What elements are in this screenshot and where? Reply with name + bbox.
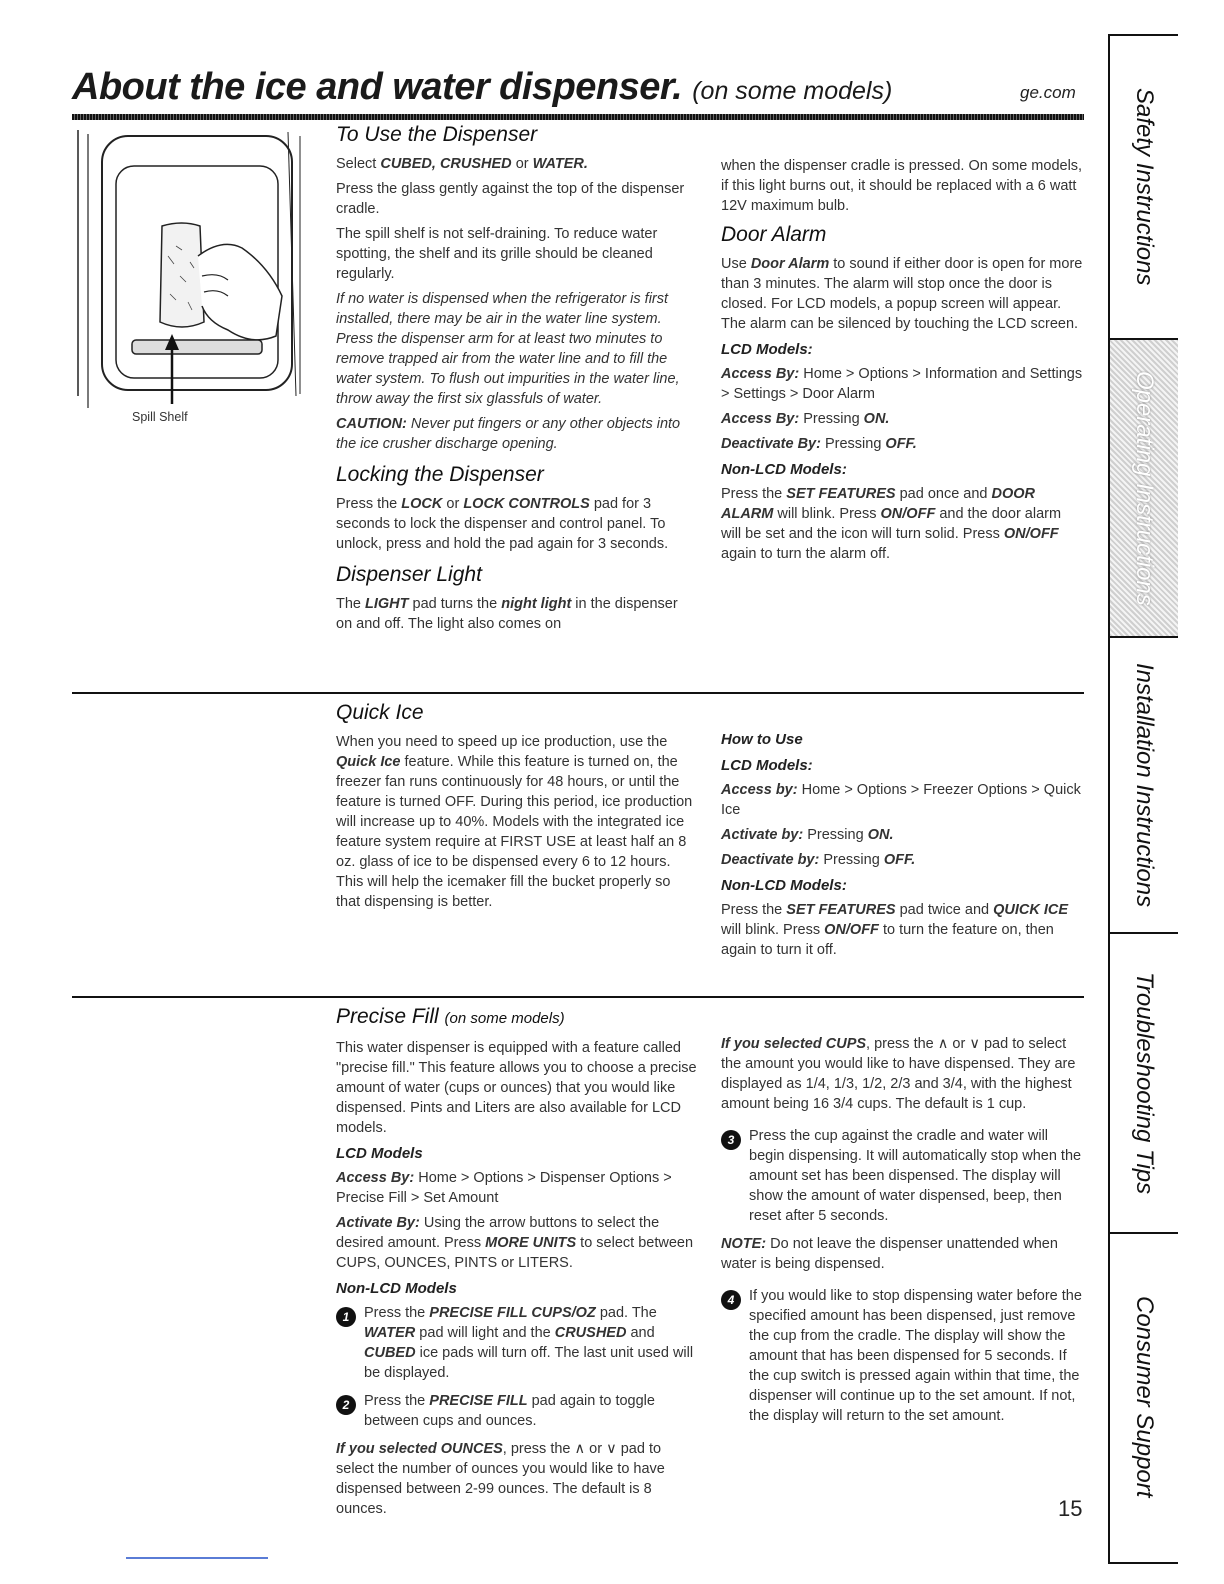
door-text: Use Door Alarm to sound if either door is open for more than 3 minutes. The alarm will stop once the door is closed. For LCD models, a popup screen will appear. The alarm can be silenced by touching the LCD screen. bbox=[721, 256, 1083, 332]
precise-heading: Precise Fill (on some models) bbox=[336, 1005, 565, 1028]
step-number: 4 bbox=[721, 1290, 741, 1310]
step-number: 1 bbox=[336, 1307, 356, 1327]
page-number: 15 bbox=[1058, 1496, 1083, 1521]
door-access2: Access By: Pressing ON. bbox=[721, 411, 890, 427]
tab-operating-instructions[interactable]: Operating Instructions bbox=[1110, 340, 1178, 636]
quick-deactivate: Deactivate by: Pressing OFF. bbox=[721, 852, 916, 868]
title-subtitle: (on some models) bbox=[692, 77, 893, 105]
section-divider bbox=[72, 996, 1084, 998]
tab-troubleshooting-tips[interactable]: Troubleshooting Tips bbox=[1131, 971, 1158, 1195]
door-nonlcd-text: Press the SET FEATURES pad once and DOOR ALARM will blink. Press ON/OFF and the door alarm will be set and the icon will turn solid. Press ON/OFF again to turn the alarm off. bbox=[721, 486, 1062, 562]
light-text: The LIGHT pad turns the night light in the dispenser on and off. The light also comes on bbox=[336, 596, 678, 632]
tab-consumer-support[interactable]: Consumer Support bbox=[1131, 1296, 1158, 1498]
precise-nonlcd-heading: Non-LCD Models bbox=[336, 1280, 457, 1297]
section-precise-left bbox=[336, 1004, 698, 1524]
precise-access: Access By: Home > Options > Dispenser Options > Precise Fill > Set Amount bbox=[336, 1170, 672, 1206]
door-access: Access By: Home > Options > Information and Settings > Settings > Door Alarm bbox=[721, 366, 1083, 402]
precise-step-2 bbox=[336, 1391, 698, 1431]
dispenser-illustration bbox=[72, 126, 312, 426]
precise-activate: Activate By: Using the arrow buttons to select the desired amount. Press MORE UNITS to select between CUPS, OUNCES, PINTS or LITERS. bbox=[336, 1215, 694, 1271]
quick-lcd-heading: LCD Models: bbox=[721, 757, 813, 774]
quick-heading: Quick Ice bbox=[336, 701, 424, 724]
door-deactivate: Deactivate By: Pressing OFF. bbox=[721, 436, 917, 452]
use-heading: To Use the Dispenser bbox=[336, 123, 538, 146]
spill-shelf-caption: Spill Shelf bbox=[132, 410, 188, 424]
precise-step-3 bbox=[721, 1126, 1083, 1226]
precise-cups: If you selected CUPS, press the ∧ or ∨ pad to select the amount you would like to have dispensed. They are displayed as 1/4, 1/3, 1/2, 2/3 and 3/4, with the highest amount being 16 3/4 cups. The default is 1 cup. bbox=[721, 1036, 1076, 1112]
site-link[interactable]: ge.com bbox=[1020, 83, 1076, 102]
decorative-line bbox=[126, 1557, 268, 1559]
use-press: Press the glass gently against the top of the dispenser cradle. bbox=[336, 181, 685, 217]
step-text: Press the PRECISE FILL pad again to toggle between cups and ounces. bbox=[364, 1393, 655, 1429]
quick-how-heading: How to Use bbox=[721, 731, 803, 748]
precise-step-4 bbox=[721, 1286, 1083, 1426]
section-quick-ice-right bbox=[721, 730, 1083, 965]
tab-installation-instructions[interactable]: Installation Instructions bbox=[1131, 662, 1158, 908]
section-divider bbox=[72, 692, 1084, 694]
page-title bbox=[72, 66, 892, 109]
step-text: If you would like to stop dispensing water before the specified amount has been dispensed, just remove the cup from the cradle. The display will show the amount that has been dispensed for 5 seconds. If the cup switch is pressed again within that time, the dispenser will continue up to the set amount. If not, the display will return to the set amount. bbox=[749, 1288, 1082, 1424]
door-lcd-heading: LCD Models: bbox=[721, 341, 813, 358]
quick-nonlcd-heading: Non-LCD Models: bbox=[721, 877, 847, 894]
section-quick-ice-left bbox=[336, 700, 698, 917]
quick-nonlcd-text: Press the SET FEATURES pad twice and QUICK ICE will blink. Press ON/OFF to turn the feature on, then again to turn it off. bbox=[721, 902, 1069, 958]
quick-activate: Activate by: Pressing ON. bbox=[721, 827, 894, 843]
section-dispenser-left bbox=[336, 122, 696, 639]
use-no-water: If no water is dispensed when the refrigerator is first installed, there may be air in the water line system. Press the dispenser arm for at least two minutes to remove trapped air from the water line and to fill the water system. To flush out impurities in the water line, throw away the first six glassfuls of water. bbox=[336, 291, 680, 407]
precise-step-1 bbox=[336, 1303, 698, 1383]
section-precise-right bbox=[721, 1034, 1083, 1434]
light-heading: Dispenser Light bbox=[336, 563, 482, 586]
precise-note: NOTE: Do not leave the dispenser unattended when water is being dispensed. bbox=[721, 1236, 1058, 1272]
header-rule bbox=[72, 114, 1084, 120]
light-continued: when the dispenser cradle is pressed. On some models, if this light burns out, it should be replaced with a 6 watt 12V maximum bulb. bbox=[721, 158, 1083, 214]
door-nonlcd-heading: Non-LCD Models: bbox=[721, 461, 847, 478]
tab-safety-instructions[interactable]: Safety Instructions bbox=[1131, 88, 1158, 286]
section-dispenser-right bbox=[721, 156, 1083, 569]
door-heading: Door Alarm bbox=[721, 223, 827, 246]
precise-intro: This water dispenser is equipped with a feature called "precise fill." This feature allows you to choose a precise amount of water (cups or ounces) that you would like dispensed. Pints and Liters are also available for LCD models. bbox=[336, 1040, 697, 1136]
locking-heading: Locking the Dispenser bbox=[336, 463, 544, 486]
use-select: Select CUBED, CRUSHED or WATER. bbox=[336, 156, 588, 172]
step-number: 2 bbox=[336, 1395, 356, 1415]
section-tabs bbox=[1108, 34, 1178, 1564]
use-spill: The spill shelf is not self-draining. To reduce water spotting, the shelf and its grille should be cleaned regularly. bbox=[336, 226, 658, 282]
step-text: Press the PRECISE FILL CUPS/OZ pad. The WATER pad will light and the CRUSHED and CUBED ice pads will turn off. The last unit used will be displayed. bbox=[364, 1305, 694, 1381]
precise-lcd-heading: LCD Models bbox=[336, 1145, 423, 1162]
quick-access: Access by: Home > Options > Freezer Options > Quick Ice bbox=[721, 782, 1081, 818]
step-number: 3 bbox=[721, 1130, 741, 1150]
quick-text: When you need to speed up ice production, use the Quick Ice feature. While this feature is turned on, the freezer fan runs continuously for 48 hours, or until the feature is turned OFF. During this period, ice production will increase up to 40%. Models with the integrated ice feature system require at FIRST USE at least half an 8 oz. glass of ice to be dispensed every 6 to 12 hours. This will help the icemaker fill the bucket properly so that dispensing is better. bbox=[336, 734, 693, 910]
use-caution: CAUTION: Never put fingers or any other objects into the ice crusher discharge opening. bbox=[336, 416, 681, 452]
title-main: About the ice and water dispenser. bbox=[72, 66, 683, 108]
step-text: Press the cup against the cradle and water will begin dispensing. It will automatically stop when the amount set has been dispensed. The display will show the amount of water dispensed, beep, then reset after 5 seconds. bbox=[749, 1128, 1082, 1224]
precise-ounces: If you selected OUNCES, press the ∧ or ∨ pad to select the number of ounces you would like to have dispensed between 2-99 ounces. The default is 8 ounces. bbox=[336, 1441, 665, 1517]
locking-text: Press the LOCK or LOCK CONTROLS pad for 3 seconds to lock the dispenser and control panel. To unlock, press and hold the pad again for 3 seconds. bbox=[336, 496, 669, 552]
